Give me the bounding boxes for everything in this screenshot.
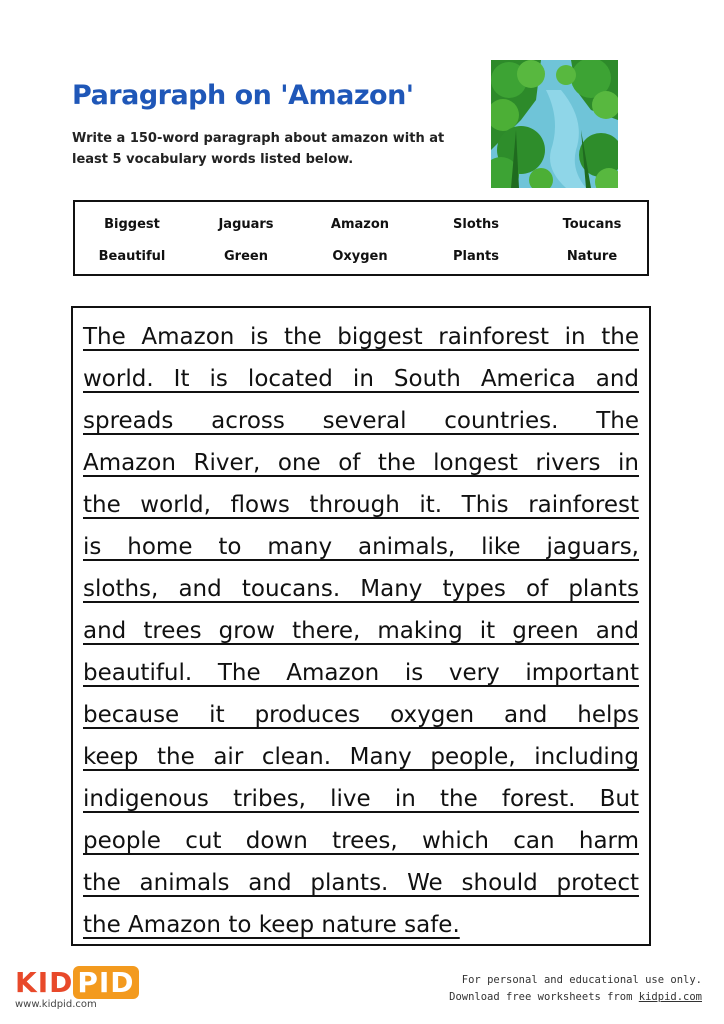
site-url[interactable]: www.kidpid.com xyxy=(15,999,97,1010)
vocabulary-row xyxy=(75,246,647,268)
vocabulary-word: Amazon xyxy=(330,217,390,232)
paragraph-line: people cut down trees, which can harm xyxy=(83,828,639,854)
paragraph-line: indigenous tribes, live in the forest. But xyxy=(83,786,639,812)
usage-note-line2 xyxy=(449,989,702,1006)
paragraph-line: beautiful. The Amazon is very important xyxy=(83,660,639,686)
paragraph-line: is home to many animals, like jaguars, xyxy=(83,534,639,560)
paragraph-line: Amazon River, one of the longest rivers in xyxy=(83,450,639,476)
paragraph-box xyxy=(71,306,651,946)
vocabulary-word: Biggest xyxy=(104,217,160,232)
paragraph-line: world. It is located in South America and xyxy=(83,366,639,392)
vocabulary-row xyxy=(75,214,647,236)
paragraph-line: and trees grow there, making it green and xyxy=(83,618,639,644)
vocabulary-word: Sloths xyxy=(453,217,499,232)
vocabulary-word: Green xyxy=(224,249,268,264)
paragraph-line: keep the air clean. Many people, including xyxy=(83,744,639,770)
vocabulary-word: Nature xyxy=(566,249,618,264)
paragraph-line: the world, flows through it. This rainforest xyxy=(83,492,639,518)
vocabulary-word: Toucans xyxy=(562,217,622,232)
paragraph-line: The Amazon is the biggest rainforest in the xyxy=(83,324,639,350)
logo-kid-text: KID xyxy=(15,966,74,999)
paragraph-line: the animals and plants. We should protect xyxy=(83,870,639,896)
paragraph-line: the Amazon to keep nature safe. xyxy=(83,912,460,938)
vocabulary-word: Oxygen xyxy=(332,249,388,264)
instructions-text: Write a 150-word paragraph about amazon with at least 5 vocabulary words listed below. xyxy=(72,131,445,167)
logo-pid-text: PID xyxy=(73,966,138,999)
paragraph-line: spreads across several countries. The xyxy=(83,408,639,434)
kidpid-link[interactable]: kidpid.com xyxy=(638,991,702,1003)
vocabulary-word: Plants xyxy=(453,249,499,264)
vocabulary-word: Beautiful xyxy=(98,249,166,264)
kidpid-logo[interactable] xyxy=(15,968,139,998)
jungle-river-image xyxy=(491,60,618,188)
vocabulary-word: Jaguars xyxy=(218,217,274,232)
usage-note-prefix: Download free worksheets from xyxy=(449,991,639,1003)
usage-note xyxy=(449,972,702,1006)
usage-note-line1: For personal and educational use only. xyxy=(461,974,702,986)
vocabulary-box xyxy=(73,200,649,276)
page-title: Paragraph on 'Amazon' xyxy=(72,80,414,111)
paragraph-line: because it produces oxygen and helps xyxy=(83,702,639,728)
paragraph-line: sloths, and toucans. Many types of plants xyxy=(83,576,639,602)
